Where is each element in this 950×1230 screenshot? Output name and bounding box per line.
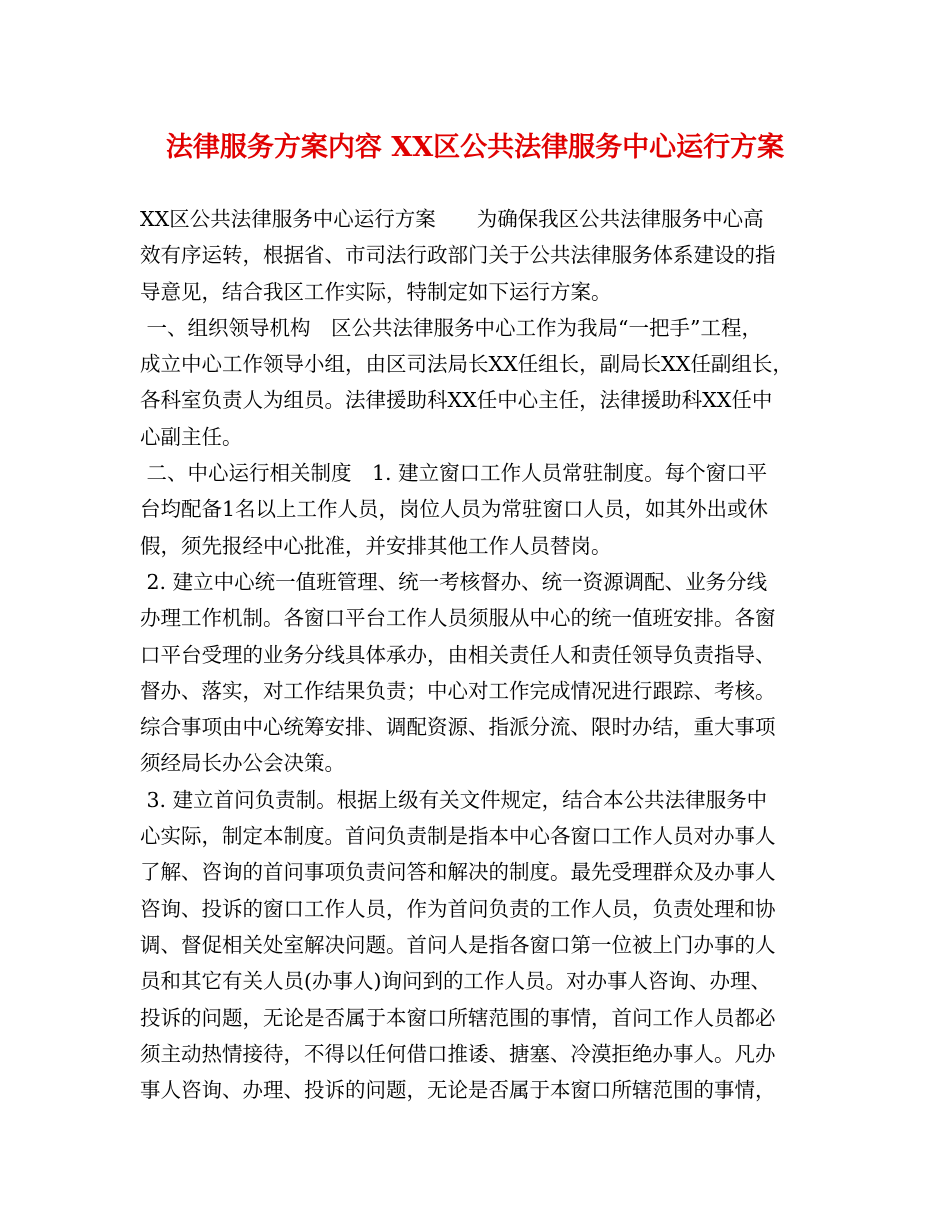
body-line: 投诉的问题，无论是否属于本窗口所辖范围的事情，首问工作人员都必	[140, 1005, 776, 1030]
body-line: 导意见，结合我区工作实际，特制定如下运行方案。	[140, 279, 612, 304]
body-line: 台均配备1名以上工作人员，岗位人员为常驻窗口人员，如其外出或休	[140, 497, 769, 522]
body-line: 事人咨询、办理、投诉的问题，无论是否属于本窗口所辖范围的事情，	[140, 1078, 776, 1103]
body-line: 须经局长办公会决策。	[140, 751, 345, 776]
body-line: 各科室负责人为组员。法律援助科XX任中心主任，法律援助科XX任中	[140, 388, 773, 413]
body-line: XX区公共法律服务中心运行方案 为确保我区公共法律服务中心高	[140, 207, 764, 231]
body-line: 成立中心工作领导小组，由区司法局长XX任组长，副局长XX任副组长，	[140, 352, 793, 377]
document-title: 法律服务方案内容 XX区公共法律服务中心运行方案	[165, 132, 785, 163]
body-line: 一、组织领导机构 区公共法律服务中心工作为我局“一把手”工程，	[140, 315, 762, 340]
body-line: 员和其它有关人员(办事人)询问到的工作人员。对办事人咨询、办理、	[140, 969, 771, 994]
body-line: 二、中心运行相关制度 1. 建立窗口工作人员常驻制度。每个窗口平	[140, 461, 768, 486]
body-line: 须主动热情接待，不得以任何借口推诿、搪塞、冷漠拒绝办事人。凡办	[140, 1041, 776, 1066]
body-line: 办理工作机制。各窗口平台工作人员须服从中心的统一值班安排。各窗	[140, 606, 776, 631]
body-line: 口平台受理的业务分线具体承办，由相关责任人和责任领导负责指导、	[140, 642, 776, 667]
body-line: 心实际，制定本制度。首问负责制是指本中心各窗口工作人员对办事人	[140, 824, 776, 849]
body-line: 效有序运转，根据省、市司法行政部门关于公共法律服务体系建设的指	[140, 243, 776, 268]
body-line: 了解、咨询的首问事项负责问答和解决的制度。最先受理群众及办事人	[140, 860, 776, 885]
body-line: 督办、落实，对工作结果负责；中心对工作完成情况进行跟踪、考核。	[140, 678, 776, 703]
body-line: 心副主任。	[140, 424, 243, 449]
body-line: 3. 建立首问负责制。根据上级有关文件规定，结合本公共法律服务中	[140, 787, 768, 812]
body-line: 调、督促相关处室解决问题。首问人是指各窗口第一位被上门办事的人	[140, 932, 776, 957]
body-line: 咨询、投诉的窗口工作人员，作为首问负责的工作人员，负责处理和协	[140, 896, 776, 921]
body-line: 假，须先报经中心批准，并安排其他工作人员替岗。	[140, 533, 612, 558]
body-line: 综合事项由中心统筹安排、调配资源、指派分流、限时办结，重大事项	[140, 715, 776, 740]
document-body	[140, 201, 818, 1108]
body-line: 2. 建立中心统一值班管理、统一考核督办、统一资源调配、业务分线	[140, 569, 768, 594]
